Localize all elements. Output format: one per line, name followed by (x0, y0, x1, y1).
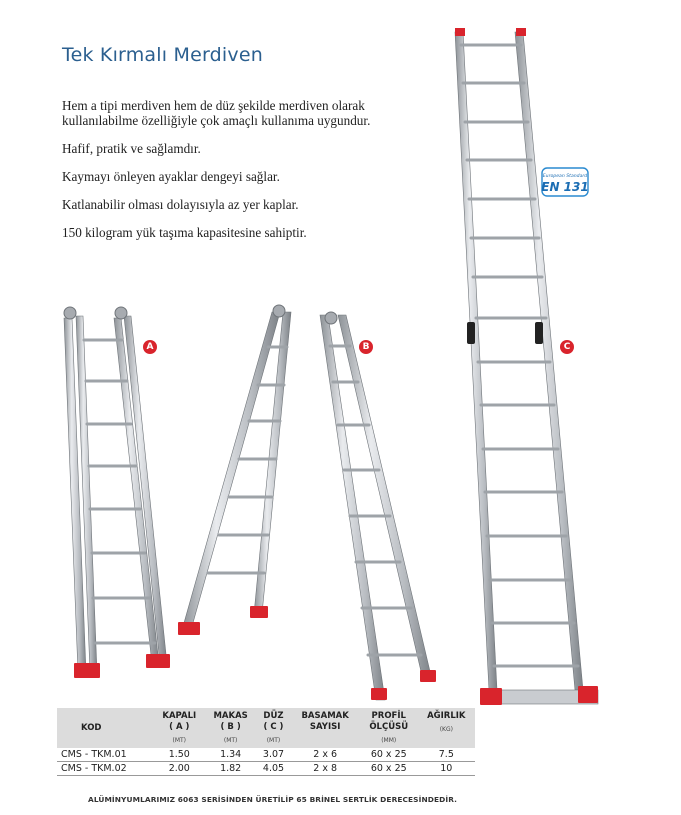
feature-foldable: Katlanabilir olması dolayısıyla az yer kaplar. (62, 197, 299, 212)
ladder-a-closed (64, 307, 170, 678)
badge-standard-label: European Standard (542, 174, 588, 179)
spec-table (57, 708, 475, 776)
marker-c: C (560, 340, 574, 354)
cell-makas: 1.82 (205, 762, 257, 776)
ladder-c-straight (455, 28, 598, 705)
header-agirlik: AĞIRLIK (KG) (427, 711, 466, 733)
table-row (57, 762, 475, 776)
cell-basamak: 2 x 8 (290, 762, 359, 776)
description-paragraph: Hem a tipi merdiven hem de düz şekilde merdiven olarak kullanılabilme özelliğiyle çok amaçlı kullanıma uygundur. (62, 98, 371, 128)
header-profil: PROFİL ÖLÇÜSÜ (MM) (369, 711, 409, 744)
cell-agirlik: 7.5 (418, 748, 475, 762)
en131-badge (541, 167, 589, 197)
header-makas: MAKAS ( B ) (MT) (213, 711, 248, 744)
ladder-b-a-frame (178, 305, 436, 700)
marker-b: B (359, 340, 373, 354)
cell-kod: CMS - TKM.02 (57, 762, 154, 776)
feature-lightweight: Hafif, pratik ve sağlamdır. (62, 141, 201, 156)
header-duz: DÜZ ( C ) (MT) (263, 711, 284, 744)
cell-agirlik: 10 (418, 762, 475, 776)
cell-makas: 1.34 (205, 748, 257, 762)
table-row (57, 748, 475, 762)
cell-duz: 3.07 (257, 748, 291, 762)
badge-code: EN 131 (541, 180, 589, 194)
marker-a: A (143, 340, 157, 354)
feature-load-capacity: 150 kilogram yük taşıma kapasitesine sahiptir. (62, 225, 307, 240)
cell-profil: 60 x 25 (360, 762, 418, 776)
cell-kod: CMS - TKM.01 (57, 748, 154, 762)
header-basamak: BASAMAK SAYISI (301, 711, 349, 732)
feature-anti-slip: Kaymayı önleyen ayaklar dengeyi sağlar. (62, 169, 280, 184)
page-title: Tek Kırmalı Merdiven (62, 44, 263, 66)
cell-profil: 60 x 25 (360, 748, 418, 762)
cell-kapali: 2.00 (154, 762, 205, 776)
cell-kapali: 1.50 (154, 748, 205, 762)
cell-basamak: 2 x 6 (290, 748, 359, 762)
aluminium-note: ALÜMİNYUMLARIMIZ 6063 SERİSİNDEN ÜRETİLİP 65 BRİNEL SERTLİK DERECESİNDEDİR. (88, 795, 458, 804)
spec-table-header (57, 708, 475, 748)
header-kapali: KAPALI ( A ) (MT) (162, 711, 197, 744)
cell-duz: 4.05 (257, 762, 291, 776)
header-kod: KOD (81, 723, 102, 733)
